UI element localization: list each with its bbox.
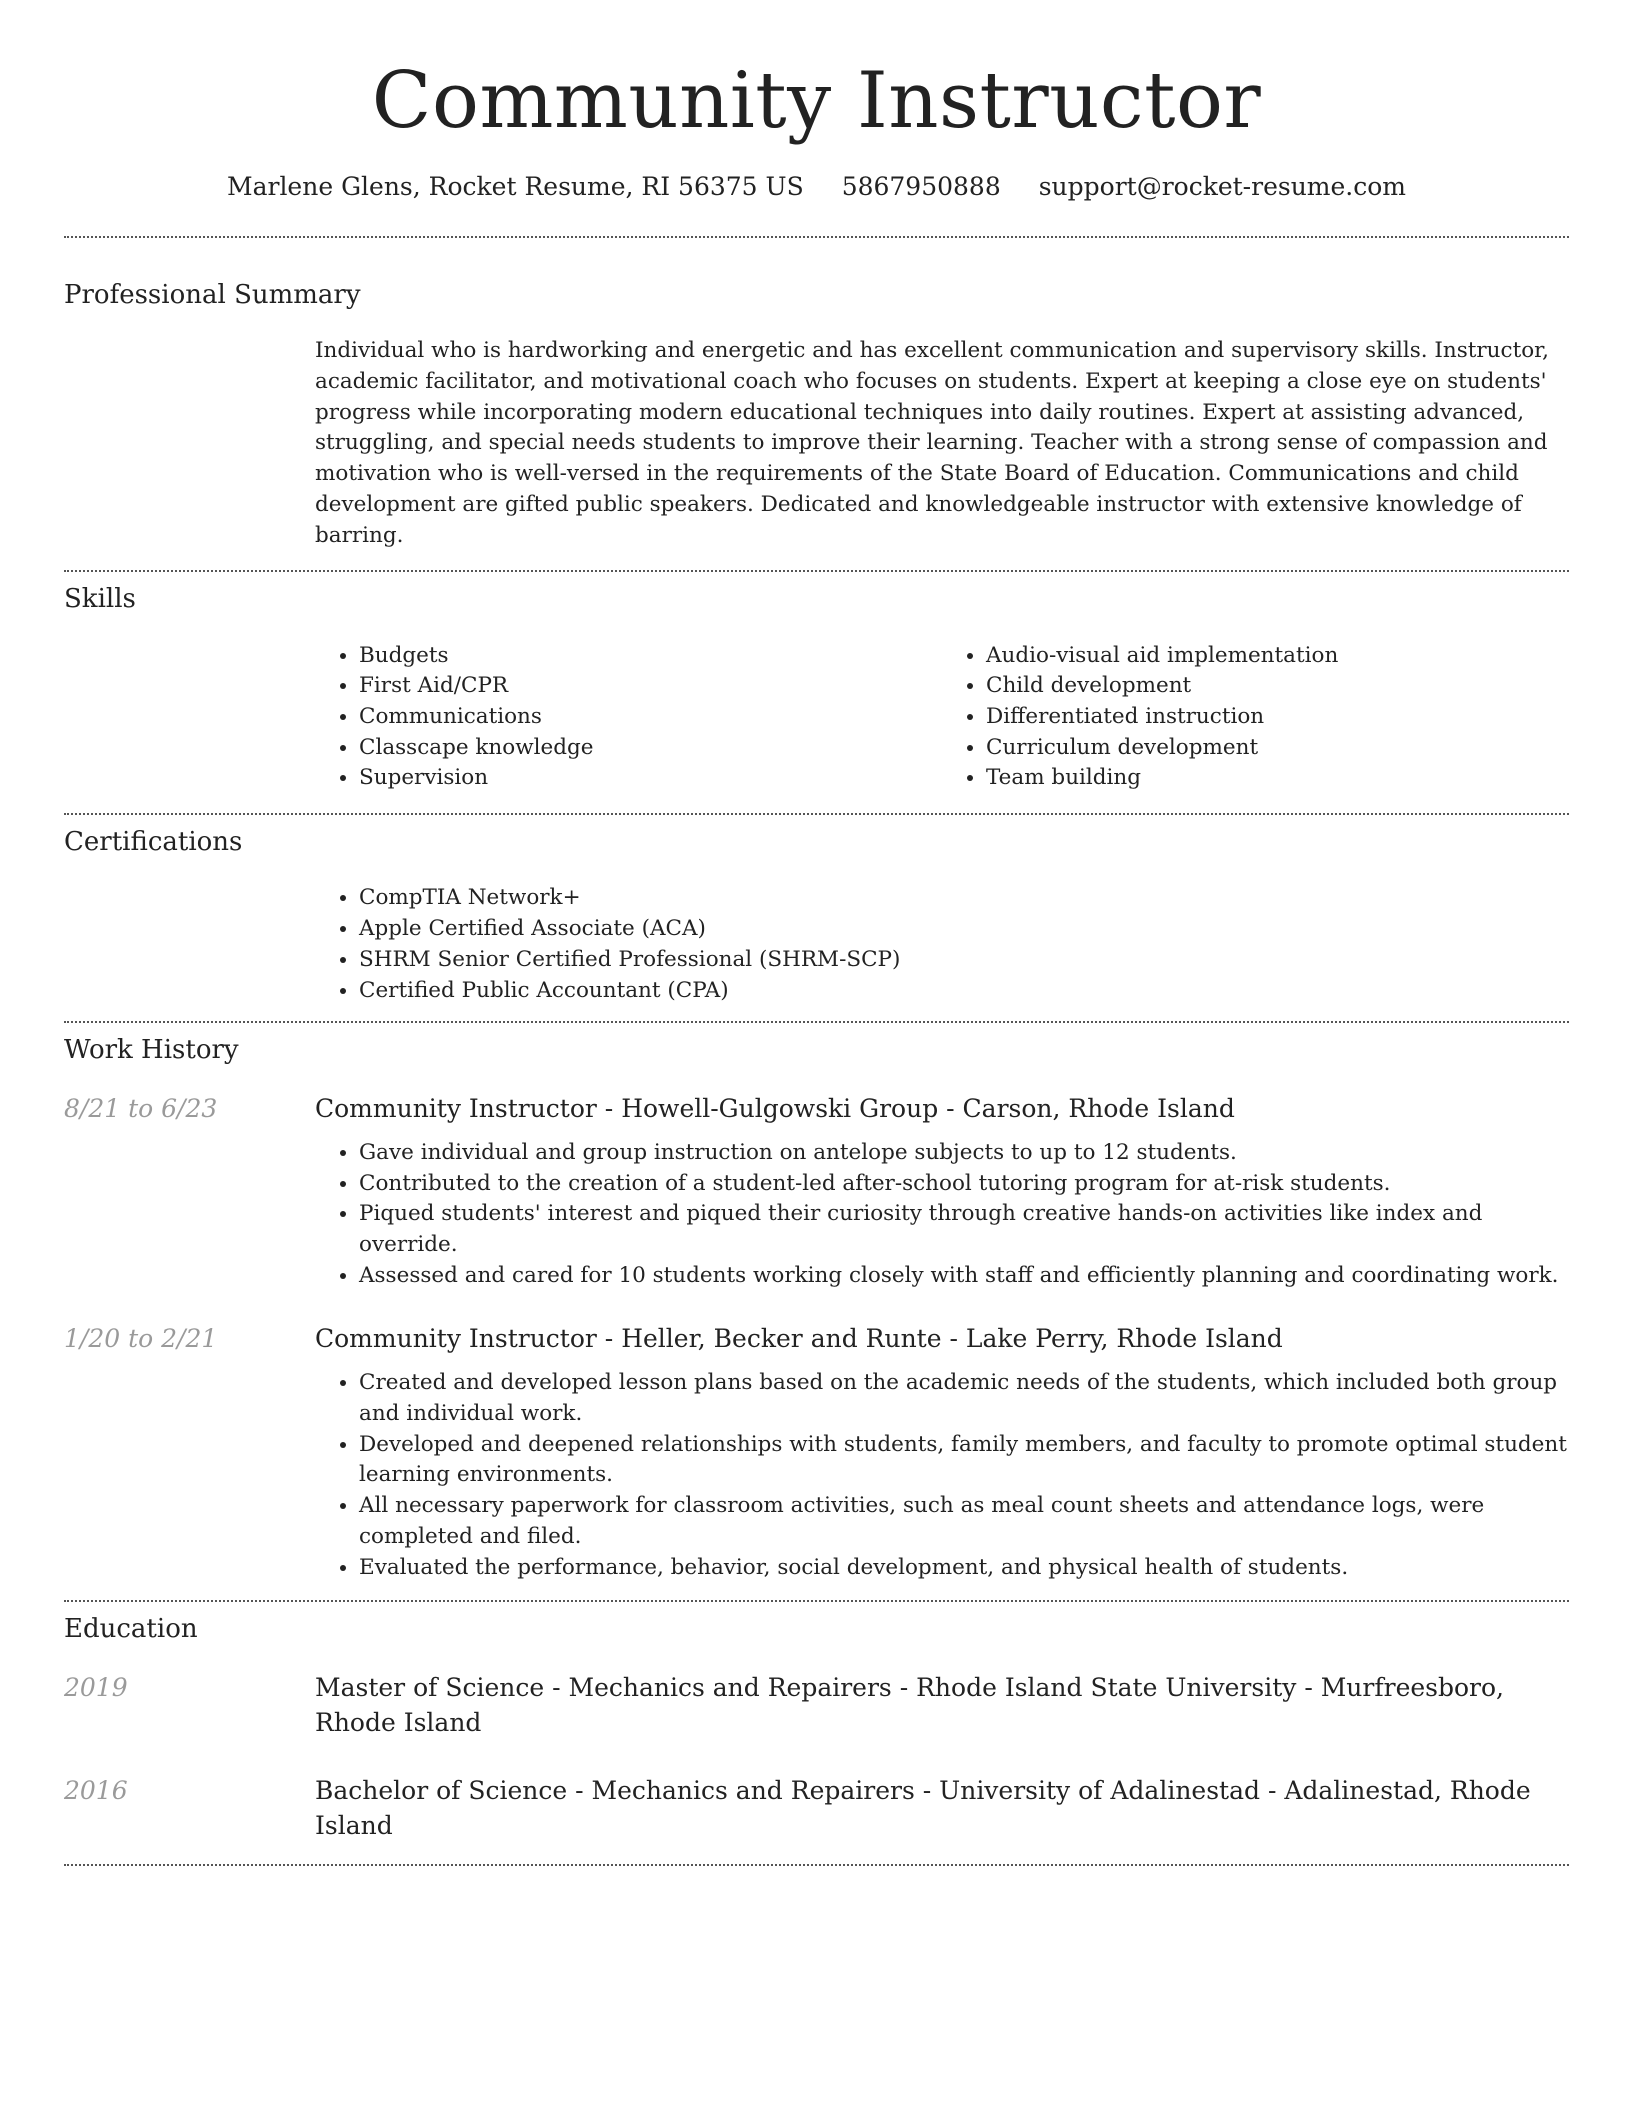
- job-bullet: • Developed and deepened relationships with students, family members, and faculty to promote optimal student learning environments.: [359, 1430, 1569, 1491]
- skills-heading: Skills: [64, 584, 136, 615]
- contact-phone: 5867950888: [841, 172, 1001, 201]
- skill-item: • Classcape knowledge: [359, 733, 942, 764]
- certifications-heading: Certifications: [64, 827, 243, 858]
- education-heading-text: Master of Science - Mechanics and Repairers - Rhode Island State University - Murfreesboro, Rhode Island: [315, 1672, 1504, 1737]
- skill-item: • Communications: [359, 702, 942, 733]
- skill-item: • First Aid/CPR: [359, 671, 942, 702]
- certification-item: • SHRM Senior Certified Professional (SHRM-SCP): [359, 945, 1569, 976]
- resume-title: Community Instructor: [371, 56, 1262, 146]
- divider: [64, 570, 1569, 572]
- contact-email: support@rocket-resume.com: [1038, 172, 1407, 201]
- job-entry: [64, 1091, 1569, 1127]
- job-bullet: • Piqued students' interest and piqued their curiosity through creative hands-on activities like index and override.: [359, 1199, 1569, 1260]
- divider: [64, 1864, 1569, 1866]
- summary-heading: Professional Summary: [64, 280, 361, 310]
- skill-item: • Team building: [986, 763, 1569, 794]
- certification-item: • Apple Certified Associate (ACA): [359, 914, 1569, 945]
- job-heading: Community Instructor - Heller, Becker and Runte - Lake Perry, Rhode Island: [315, 1323, 1283, 1353]
- divider: [64, 1600, 1569, 1602]
- job-bullet: • Created and developed lesson plans based on the academic needs of the students, which included both group and individual work.: [359, 1368, 1569, 1429]
- skill-item: • Audio-visual aid implementation: [986, 641, 1569, 672]
- skill-item: • Differentiated instruction: [986, 702, 1569, 733]
- education-section: [64, 1614, 1569, 1843]
- education-year: 2019: [64, 1672, 128, 1702]
- job-bullet: • Evaluated the performance, behavior, social development, and physical health of students.: [359, 1553, 1569, 1584]
- education-heading: Education: [64, 1614, 198, 1645]
- job-entry: [64, 1321, 1569, 1357]
- education-entry: [64, 1773, 1569, 1844]
- work-section: [64, 1035, 1569, 1583]
- certification-item: • Certified Public Accountant (CPA): [359, 976, 1569, 1007]
- skill-item: • Budgets: [359, 641, 942, 672]
- job-bullet: • All necessary paperwork for classroom activities, such as meal count sheets and attendance logs, were completed and filed.: [359, 1491, 1569, 1552]
- certifications-body: [315, 883, 1569, 1006]
- work-heading: Work History: [64, 1035, 239, 1066]
- certification-item: • CompTIA Network+: [359, 883, 1569, 914]
- job-bullets: [315, 1138, 1569, 1292]
- skill-item: • Curriculum development: [986, 733, 1569, 764]
- education-entry: [64, 1670, 1569, 1741]
- education-heading-text: Bachelor of Science - Mechanics and Repairers - University of Adalinestad - Adalinestad, Rhode Island: [315, 1775, 1531, 1840]
- skills-list-right: [942, 641, 1569, 795]
- job-details: [315, 1368, 1569, 1583]
- job-details: [315, 1138, 1569, 1292]
- skills-list-left: [315, 641, 942, 795]
- resume-page: [64, 0, 1569, 1866]
- divider: [64, 236, 1569, 238]
- skill-item: • Child development: [986, 671, 1569, 702]
- skills-section: [64, 584, 1569, 794]
- divider: [64, 813, 1569, 815]
- job-dates: 1/20 to 2/21: [64, 1323, 218, 1353]
- education-year: 2016: [64, 1775, 128, 1805]
- contact-line: [64, 172, 1569, 202]
- certifications-section: [64, 827, 1569, 1006]
- job-bullet: • Assessed and cared for 10 students working closely with staff and efficiently planning and coordinating work.: [359, 1261, 1569, 1292]
- divider: [64, 1021, 1569, 1023]
- skill-item: • Supervision: [359, 763, 942, 794]
- certifications-list: [315, 883, 1569, 1006]
- job-bullets: [315, 1368, 1569, 1583]
- job-heading: Community Instructor - Howell-Gulgowski Group - Carson, Rhode Island: [315, 1093, 1235, 1123]
- job-bullet: • Gave individual and group instruction on antelope subjects to up to 12 students.: [359, 1138, 1569, 1169]
- job-bullet: • Contributed to the creation of a student-led after-school tutoring program for at-risk students.: [359, 1169, 1569, 1200]
- summary-text: Individual who is hardworking and energetic and has excellent communication and supervisory skills. Instructor, academic facilitator, and motivational coach who focuses on students. Expert at keeping a close eye on students' progress while incorporating modern educational techniques into daily routines. Expert at assisting advanced, struggling, and special needs students to improve their learning. Teacher with a strong sense of compassion and motivation who is well-versed in the requirements of the State Board of Education. Communications and child development are gifted public speakers. Dedicated and knowledgeable instructor with extensive knowledge of barring.: [315, 338, 1549, 548]
- contact-address: Marlene Glens, Rocket Resume, RI 56375 US: [226, 172, 804, 201]
- summary-section: [64, 280, 1569, 551]
- skills-grid: [315, 641, 1569, 795]
- job-dates: 8/21 to 6/23: [64, 1093, 218, 1123]
